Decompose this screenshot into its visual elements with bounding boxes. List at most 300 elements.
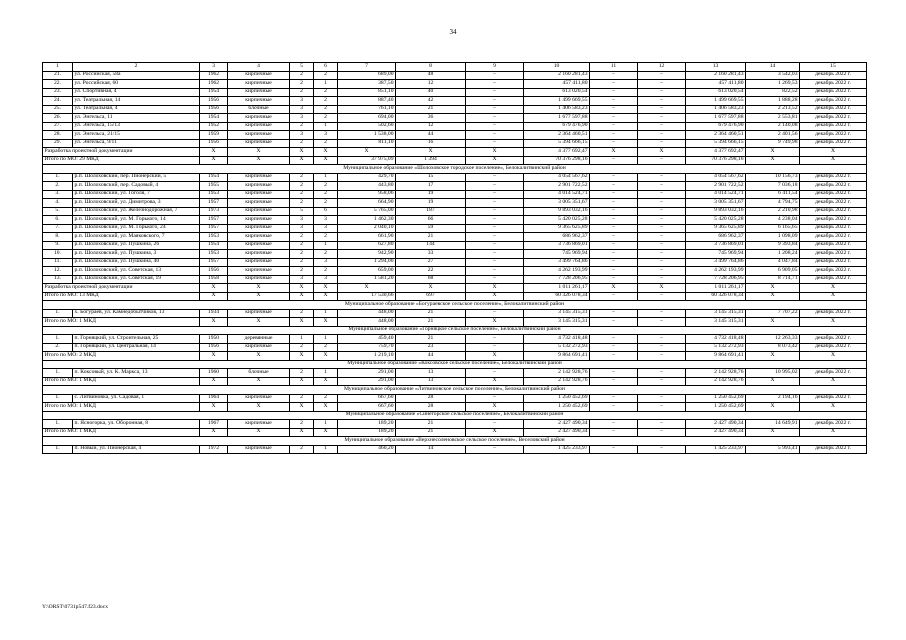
table-cell: 679 476,90: [686, 122, 746, 131]
summary-cell: 1 011 261,17: [686, 284, 746, 293]
municipality-section-row: [43, 360, 867, 369]
table-cell: 1973: [200, 207, 228, 216]
summary-cell: X: [228, 352, 290, 361]
table-cell: 2: [314, 97, 338, 106]
table-row: [43, 139, 867, 148]
table-cell: 689,00: [338, 71, 396, 80]
summary-cell: X: [466, 377, 524, 386]
table-cell: –: [638, 114, 686, 123]
table-cell: –: [590, 233, 638, 242]
table-cell: кирпичные: [228, 233, 290, 242]
table-cell: –: [590, 80, 638, 89]
table-cell: 59: [396, 224, 466, 233]
table-cell: 1959: [200, 131, 228, 140]
table-cell: –: [590, 173, 638, 182]
table-cell: 21: [396, 309, 466, 318]
table-cell: –: [638, 241, 686, 250]
table-cell: 1956: [200, 105, 228, 114]
table-cell: декабрь 2022 г.: [800, 190, 867, 199]
table-cell: декабрь 2022 г.: [800, 216, 867, 225]
table-cell: 4 262 193,99: [686, 267, 746, 276]
summary-cell: X: [746, 284, 800, 293]
column-number-cell: 9: [466, 63, 524, 72]
summary-cell: X: [746, 148, 800, 157]
table-cell: 8 714,71: [746, 275, 800, 284]
summary-cell: –: [638, 156, 686, 165]
table-cell: 2: [290, 88, 314, 97]
summary-row: [43, 403, 867, 412]
table-cell: 3: [290, 131, 314, 140]
table-row: [43, 114, 867, 123]
table-cell: –: [466, 335, 524, 344]
table-cell: 3: [290, 114, 314, 123]
table-cell: 3 005 351,67: [524, 199, 590, 208]
table-cell: 14 649,91: [746, 420, 800, 429]
table-cell: 10 995,02: [746, 369, 800, 378]
table-cell: 27: [396, 258, 466, 267]
table-cell: 6 909,05: [746, 267, 800, 276]
table-cell: 189,20: [338, 420, 396, 429]
table-cell: –: [590, 267, 638, 276]
table-cell: 1956: [200, 97, 228, 106]
table-cell: 1964: [200, 394, 228, 403]
column-number-cell: 1: [43, 63, 73, 72]
table-cell: декабрь 2022 г.: [800, 267, 867, 276]
table-cell: 21: [396, 233, 466, 242]
table-cell: –: [638, 267, 686, 276]
summary-cell: 28: [396, 403, 466, 412]
table-cell: декабрь 2022 г.: [800, 131, 867, 140]
summary-row: [43, 318, 867, 327]
table-cell: –: [466, 207, 524, 216]
table-cell: 10 156,73: [746, 173, 800, 182]
table-cell: 3 145 315,31: [524, 309, 590, 318]
summary-cell: –: [638, 292, 686, 301]
table-cell: кирпичные: [228, 224, 290, 233]
table-cell: –: [638, 335, 686, 344]
table-cell: –: [590, 343, 638, 352]
table-cell: 13: [396, 369, 466, 378]
table-cell: декабрь 2022 г.: [800, 122, 867, 131]
column-number-cell: 10: [524, 63, 590, 72]
summary-cell: 9 864 691,41: [686, 352, 746, 361]
table-cell: декабрь 2022 г.: [800, 182, 867, 191]
table-cell: 8.: [43, 233, 73, 242]
table-cell: 68: [396, 275, 466, 284]
table-cell: 22: [396, 267, 466, 276]
table-cell: –: [590, 216, 638, 225]
summary-label: Итого по МО: 1 МКД: [43, 428, 200, 437]
table-cell: 4 047,84: [746, 258, 800, 267]
table-cell: 2: [290, 241, 314, 250]
table-cell: 2: [314, 105, 338, 114]
summary-cell: X: [228, 284, 290, 293]
table-cell: 1954: [200, 173, 228, 182]
address-cell: р.п. Шолоховский, ул. Пушкина, 3: [73, 250, 200, 259]
table-cell: 3 005 351,67: [686, 199, 746, 208]
table-cell: 1: [290, 335, 314, 344]
column-number-cell: 13: [686, 63, 746, 72]
table-cell: –: [466, 275, 524, 284]
table-cell: 1.: [43, 445, 73, 454]
table-cell: 28: [396, 394, 466, 403]
table-cell: 21: [396, 105, 466, 114]
table-cell: 694,00: [338, 114, 396, 123]
table-cell: 28.: [43, 131, 73, 140]
table-cell: 745 969,94: [524, 250, 590, 259]
address-cell: ул. Энгельса, 9/11: [73, 139, 200, 148]
table-cell: 613 020,54: [686, 88, 746, 97]
table-cell: кирпичные: [228, 122, 290, 131]
table-cell: 144: [396, 241, 466, 250]
table-cell: 9 365 625,89: [686, 224, 746, 233]
summary-cell: 60 326 078,34: [524, 292, 590, 301]
table-cell: 2: [290, 394, 314, 403]
summary-label: Разработка проектной документации: [43, 284, 200, 293]
address-cell: р.п. Шолоховский, ул. Пушкина, 26: [73, 241, 200, 250]
summary-cell: –: [590, 318, 638, 327]
summary-cell: –: [590, 377, 638, 386]
table-cell: 6 165,65: [746, 224, 800, 233]
table-cell: блочные: [228, 105, 290, 114]
summary-cell: X: [290, 156, 314, 165]
address-cell: ул. Российская, 58а: [73, 71, 200, 80]
table-cell: 12: [396, 122, 466, 131]
address-cell: р.п. Шолоховский, ул. Пушкина, 40: [73, 258, 200, 267]
table-cell: 1 250 452,69: [524, 394, 590, 403]
table-cell: –: [590, 250, 638, 259]
summary-cell: X: [466, 403, 524, 412]
table-cell: 1: [314, 241, 338, 250]
table-cell: декабрь 2022 г.: [800, 369, 867, 378]
summary-cell: X: [290, 284, 314, 293]
summary-cell: 2 142 928,76: [524, 377, 590, 386]
table-cell: –: [590, 445, 638, 454]
table-cell: 7.: [43, 224, 73, 233]
table-cell: 2.: [43, 182, 73, 191]
table-cell: деревянные: [228, 335, 290, 344]
table-cell: 40: [396, 88, 466, 97]
table-cell: 1934: [200, 309, 228, 318]
summary-cell: 2 142 928,76: [686, 377, 746, 386]
table-cell: –: [466, 71, 524, 80]
table-row: [43, 182, 867, 191]
table-cell: 33: [396, 250, 466, 259]
table-cell: 44: [396, 131, 466, 140]
table-cell: 5 765,00: [338, 207, 396, 216]
summary-cell: X: [800, 284, 867, 293]
table-cell: 3: [290, 224, 314, 233]
table-cell: 11.: [43, 258, 73, 267]
table-cell: –: [638, 131, 686, 140]
table-cell: 3.: [43, 190, 73, 199]
table-row: [43, 80, 867, 89]
table-cell: 1 425 233,97: [524, 445, 590, 454]
table-cell: –: [638, 216, 686, 225]
table-cell: 1.: [43, 309, 73, 318]
table-cell: –: [466, 182, 524, 191]
table-cell: 6.: [43, 216, 73, 225]
table-cell: 12.: [43, 267, 73, 276]
table-cell: –: [466, 250, 524, 259]
table-cell: 3: [314, 258, 338, 267]
table-cell: 4 054 567,62: [686, 173, 746, 182]
table-cell: 4 014 524,71: [686, 190, 746, 199]
table-cell: 3: [314, 275, 338, 284]
table-cell: 1 538,00: [338, 131, 396, 140]
table-cell: 1.: [43, 369, 73, 378]
table-cell: –: [590, 190, 638, 199]
table-cell: –: [638, 182, 686, 191]
table-row: [43, 241, 867, 250]
table-cell: 2: [290, 309, 314, 318]
summary-cell: 13: [396, 377, 466, 386]
municipality-section-row: [43, 437, 867, 446]
table-row: [43, 105, 867, 114]
summary-cell: X: [800, 318, 867, 327]
summary-cell: X: [800, 403, 867, 412]
address-cell: р.п. Шолоховский, ул. Маяковского, 7: [73, 233, 200, 242]
table-cell: –: [590, 369, 638, 378]
table-cell: 4.: [43, 199, 73, 208]
table-cell: 457 411,80: [524, 80, 590, 89]
table-cell: декабрь 2022 г.: [800, 233, 867, 242]
table-cell: 661,90: [338, 233, 396, 242]
table-cell: 1972: [200, 445, 228, 454]
table-cell: 21.: [43, 71, 73, 80]
table-cell: –: [466, 97, 524, 106]
table-cell: 5 993,41: [746, 445, 800, 454]
summary-label: Итого по МО: 13 МКД: [43, 292, 200, 301]
summary-cell: 1 394: [396, 156, 466, 165]
table-cell: 822,52: [746, 88, 800, 97]
table-cell: 1 294,00: [338, 258, 396, 267]
table-cell: 460,20: [338, 445, 396, 454]
table-cell: 4 732 418,48: [686, 335, 746, 344]
table-cell: 3: [314, 131, 338, 140]
summary-cell: X: [314, 284, 338, 293]
summary-cell: X: [200, 352, 228, 361]
summary-cell: X: [314, 428, 338, 437]
table-cell: 23: [396, 343, 466, 352]
table-cell: 48: [396, 71, 466, 80]
table-cell: 2: [290, 258, 314, 267]
table-cell: 3 736 869,01: [686, 241, 746, 250]
summary-cell: 9 864 691,41: [524, 352, 590, 361]
column-number-cell: 7: [338, 63, 396, 72]
table-cell: 448,00: [338, 309, 396, 318]
table-cell: –: [466, 122, 524, 131]
table-cell: 1960: [200, 369, 228, 378]
table-cell: 1 098,09: [746, 233, 800, 242]
table-cell: –: [638, 445, 686, 454]
summary-cell: X: [290, 318, 314, 327]
table-cell: 24.: [43, 97, 73, 106]
table-cell: декабрь 2022 г.: [800, 105, 867, 114]
table-cell: 3: [314, 224, 338, 233]
table-cell: 2: [314, 250, 338, 259]
table-cell: 1 581,20: [338, 275, 396, 284]
table-cell: 1.: [43, 420, 73, 429]
address-cell: р.п. Шолоховский, ул. Гоголя, 7: [73, 190, 200, 199]
table-cell: 1.: [43, 335, 73, 344]
table-cell: 958,06: [338, 190, 396, 199]
table-cell: декабрь 2022 г.: [800, 114, 867, 123]
table-cell: –: [466, 131, 524, 140]
table-cell: 1957: [200, 216, 228, 225]
table-cell: 759,70: [338, 343, 396, 352]
table-cell: 457 411,80: [686, 80, 746, 89]
table-cell: 19: [396, 199, 466, 208]
table-cell: 3 736 869,01: [524, 241, 590, 250]
table-cell: 2: [290, 80, 314, 89]
table-cell: –: [638, 207, 686, 216]
summary-cell: –: [638, 352, 686, 361]
table-cell: 42: [396, 97, 466, 106]
summary-cell: X: [800, 428, 867, 437]
summary-cell: X: [290, 377, 314, 386]
summary-cell: X: [466, 428, 524, 437]
table-cell: декабрь 2022 г.: [800, 420, 867, 429]
table-cell: –: [638, 275, 686, 284]
table-cell: 5: [290, 207, 314, 216]
summary-cell: X: [200, 318, 228, 327]
municipality-section-title: Муниципальное образование «Верхнесоленовское сельское поселение», Веселовский район: [43, 437, 867, 446]
table-row: [43, 267, 867, 276]
summary-cell: 21: [396, 428, 466, 437]
table-cell: 1955: [200, 182, 228, 191]
summary-cell: 3 145 315,31: [686, 318, 746, 327]
municipality-section-title: Муниципальное образование «Горняцкое сельское поселение», Белокалитвинский район: [43, 326, 867, 335]
table-cell: 1954: [200, 241, 228, 250]
summary-cell: X: [746, 428, 800, 437]
table-cell: 851,10: [338, 88, 396, 97]
table-cell: 1956: [200, 343, 228, 352]
summary-cell: X: [800, 377, 867, 386]
table-cell: 1 406 583,23: [524, 105, 590, 114]
table-cell: 1 499 669,55: [686, 97, 746, 106]
address-cell: р.п. Шолоховский, пер. Садовый, 4: [73, 182, 200, 191]
table-cell: –: [466, 233, 524, 242]
table-cell: –: [590, 309, 638, 318]
table-cell: 2: [290, 199, 314, 208]
table-cell: –: [638, 420, 686, 429]
table-cell: 4 014 524,71: [524, 190, 590, 199]
table-cell: кирпичные: [228, 114, 290, 123]
summary-cell: X: [314, 352, 338, 361]
table-cell: 1954: [200, 88, 228, 97]
address-cell: п. Новый, ул. Пионерская, 4: [73, 445, 200, 454]
table-cell: 627,80: [338, 241, 396, 250]
table-cell: 1: [314, 369, 338, 378]
table-row: [43, 97, 867, 106]
table-cell: –: [638, 71, 686, 80]
summary-cell: X: [800, 352, 867, 361]
table-cell: 2 040,10: [338, 224, 396, 233]
table-cell: 36: [396, 114, 466, 123]
municipality-section-row: [43, 301, 867, 310]
column-number-cell: 5: [290, 63, 314, 72]
table-cell: –: [638, 97, 686, 106]
table-cell: кирпичные: [228, 173, 290, 182]
summary-cell: X: [228, 292, 290, 301]
table-row: [43, 343, 867, 352]
table-cell: декабрь 2022 г.: [800, 207, 867, 216]
table-cell: 659,00: [338, 267, 396, 276]
address-cell: ул. Энгельса, 15/13: [73, 122, 200, 131]
summary-cell: X: [200, 377, 228, 386]
summary-cell: X: [228, 428, 290, 437]
summary-cell: X: [746, 292, 800, 301]
table-row: [43, 258, 867, 267]
table-cell: 1956: [200, 267, 228, 276]
summary-cell: 667,60: [338, 403, 396, 412]
table-cell: 13.: [43, 275, 73, 284]
summary-cell: X: [200, 403, 228, 412]
table-cell: –: [638, 369, 686, 378]
column-number-cell: 14: [746, 63, 800, 72]
table-cell: –: [638, 250, 686, 259]
table-row: [43, 250, 867, 259]
table-cell: 1957: [200, 199, 228, 208]
table-cell: 429,70: [338, 173, 396, 182]
summary-cell: X: [228, 148, 290, 157]
table-cell: 7 728 206,95: [524, 275, 590, 284]
summary-cell: 37 975,09: [338, 156, 396, 165]
table-cell: 1 888,28: [746, 97, 800, 106]
table-cell: –: [638, 105, 686, 114]
summary-cell: X: [466, 148, 524, 157]
table-cell: 1 499 669,55: [524, 97, 590, 106]
table-cell: декабрь 2022 г.: [800, 258, 867, 267]
table-cell: 10.: [43, 250, 73, 259]
table-row: [43, 216, 867, 225]
summary-cell: X: [290, 428, 314, 437]
table-row: [43, 199, 867, 208]
table-cell: 502,60: [338, 122, 396, 131]
summary-cell: 697: [396, 292, 466, 301]
column-number-cell: 3: [200, 63, 228, 72]
table-cell: –: [466, 420, 524, 429]
table-cell: 3 542,03: [746, 71, 800, 80]
column-number-row: [43, 63, 867, 72]
summary-cell: 1 219,10: [338, 352, 396, 361]
table-cell: 2: [290, 250, 314, 259]
table-cell: 2: [290, 267, 314, 276]
table-cell: 6 411,54: [746, 190, 800, 199]
table-cell: 5 132 272,93: [524, 343, 590, 352]
table-cell: –: [466, 139, 524, 148]
summary-cell: X: [746, 352, 800, 361]
summary-cell: X: [396, 148, 466, 157]
municipality-section-row: [43, 386, 867, 395]
table-cell: 3: [290, 275, 314, 284]
table-cell: 3: [314, 216, 338, 225]
table-row: [43, 275, 867, 284]
table-cell: 2: [314, 182, 338, 191]
table-cell: кирпичные: [228, 309, 290, 318]
table-cell: кирпичные: [228, 394, 290, 403]
table-cell: –: [638, 199, 686, 208]
summary-row: [43, 377, 867, 386]
table-cell: 2: [314, 71, 338, 80]
housing-repair-register-table: [42, 62, 867, 454]
column-number-cell: 11: [590, 63, 638, 72]
summary-cell: X: [746, 156, 800, 165]
table-cell: кирпичные: [228, 71, 290, 80]
table-cell: 1: [314, 80, 338, 89]
summary-cell: 44: [396, 352, 466, 361]
